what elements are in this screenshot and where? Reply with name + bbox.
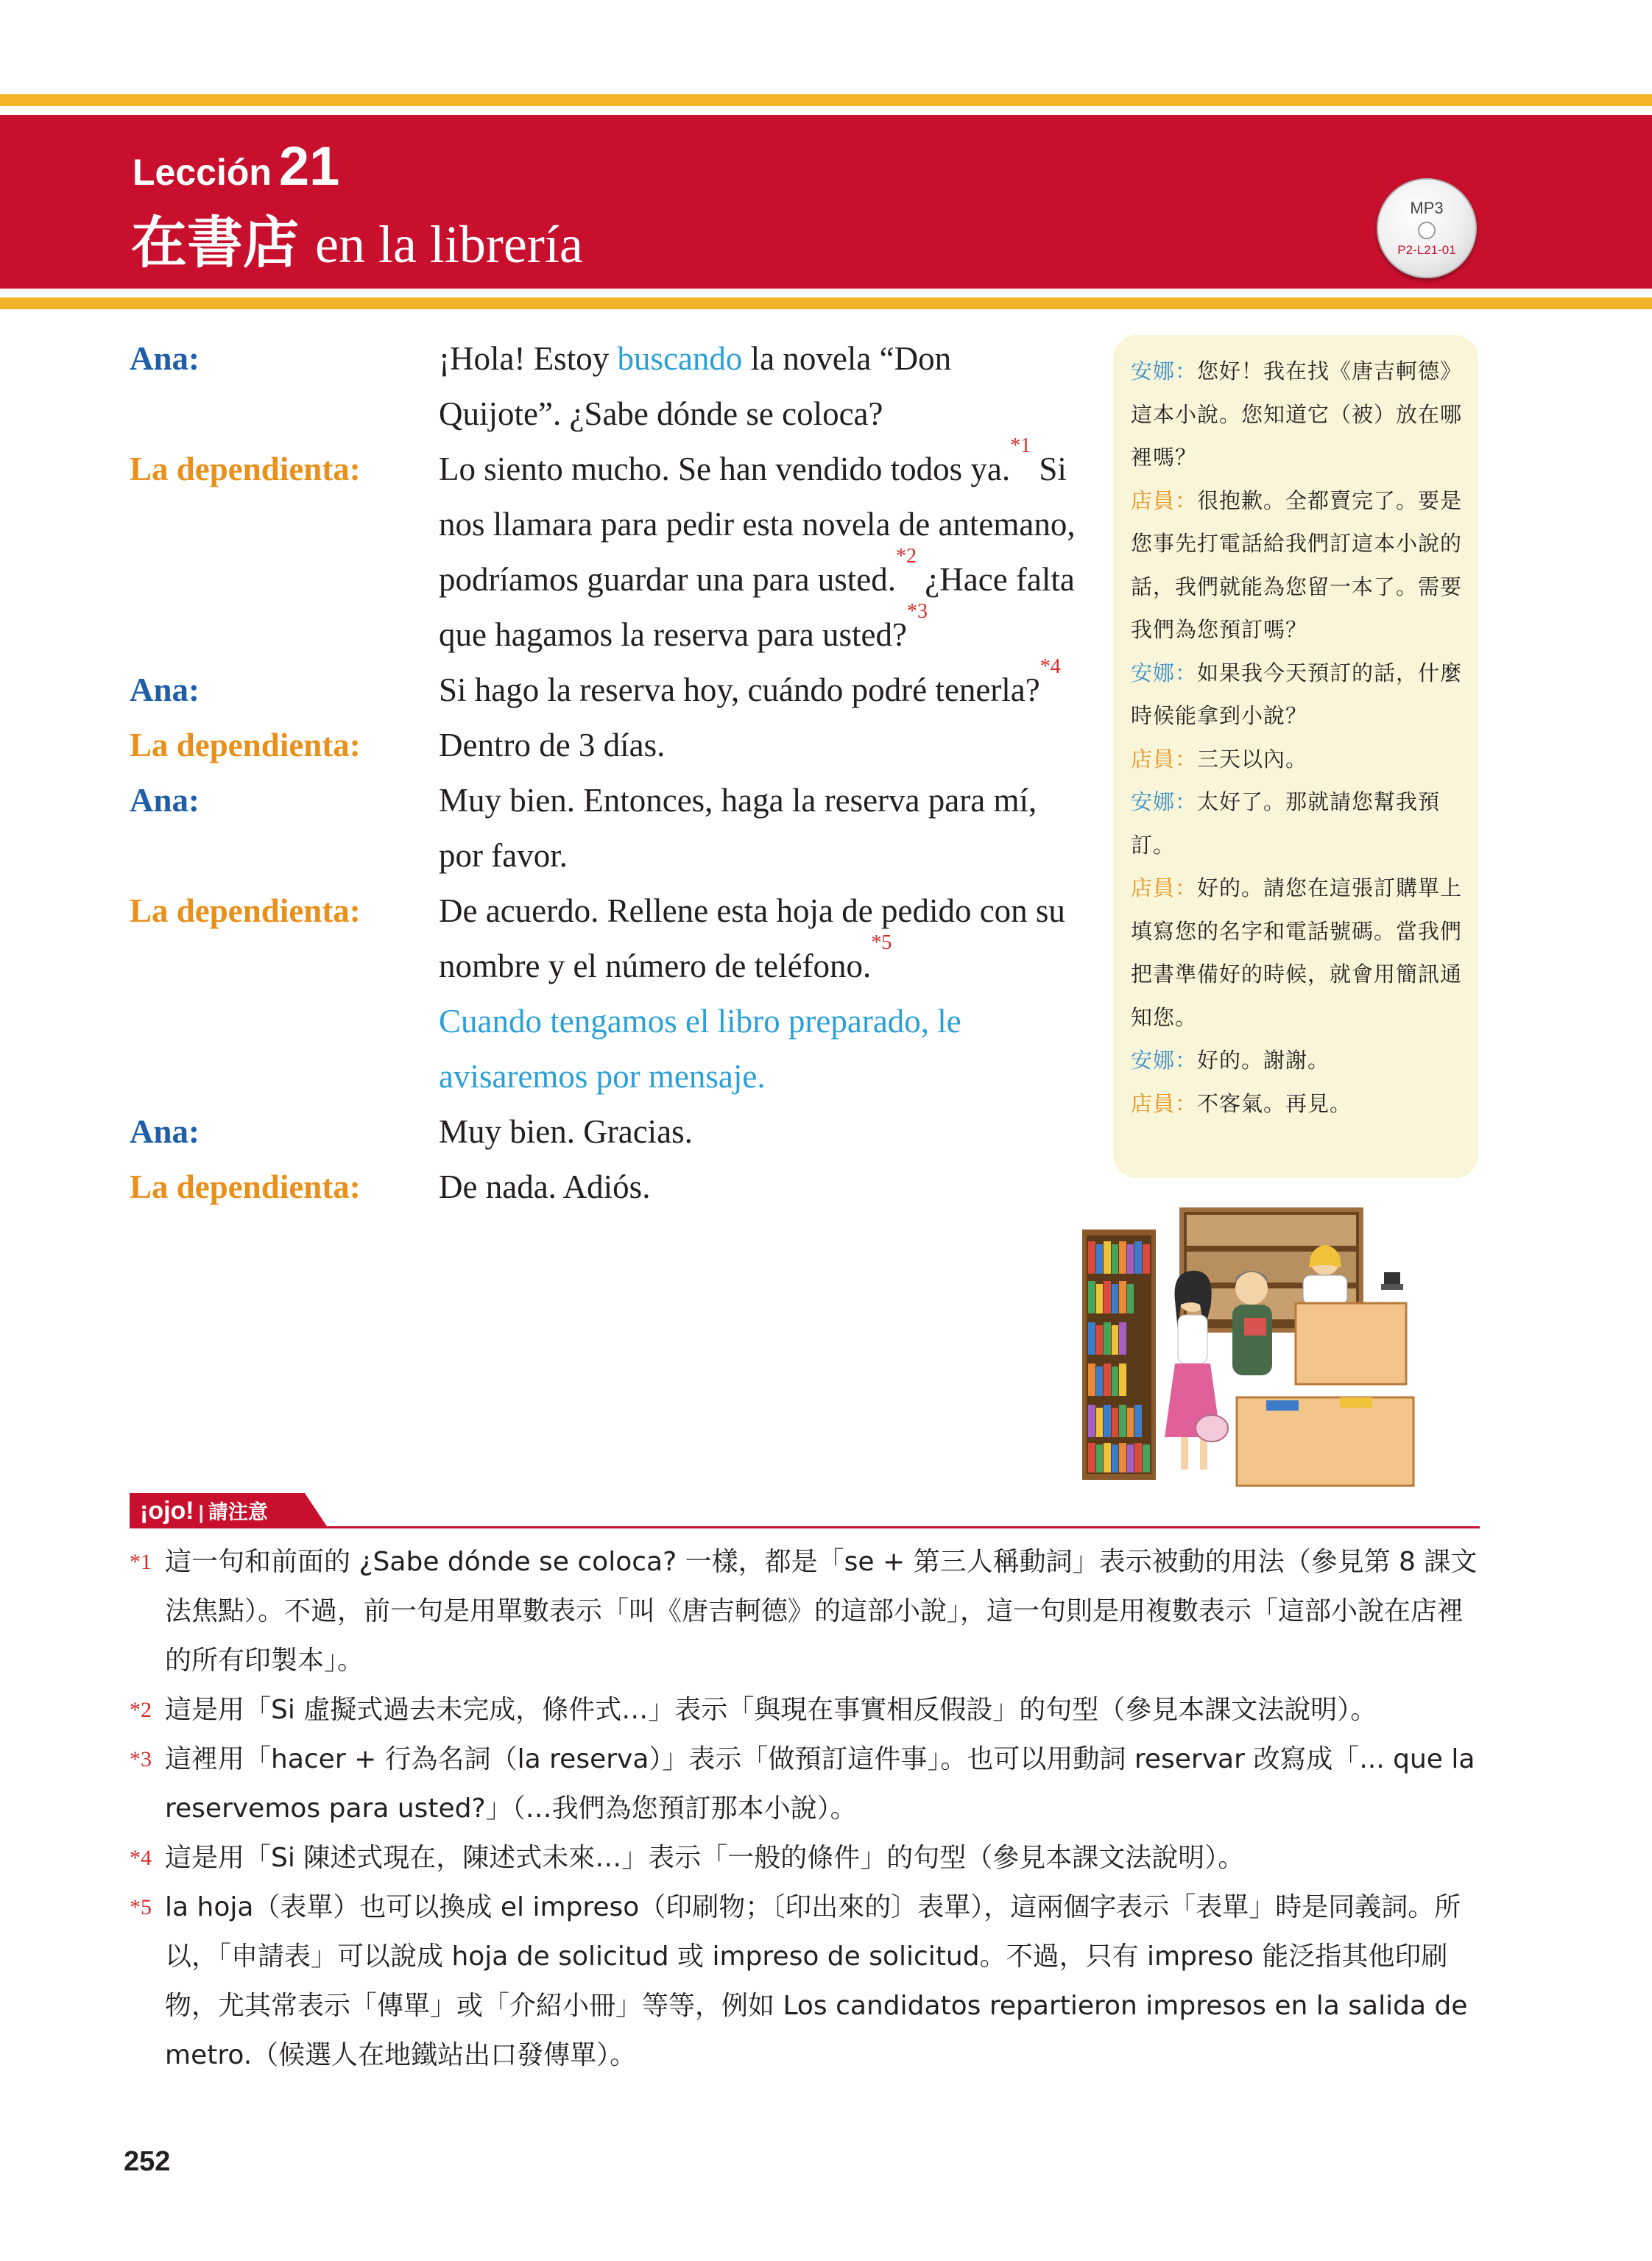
bookshelf-left bbox=[1082, 1230, 1156, 1480]
note-text: 這是用「Si 虛擬式過去未完成，條件式…」表示「與現在事實相反假設」的句型（參見本課文法說明）。 bbox=[165, 1695, 1377, 1725]
speaker-name: La dependienta: bbox=[130, 892, 361, 929]
note-item bbox=[130, 1883, 1484, 2080]
footnote-marker: *1 bbox=[1010, 434, 1031, 457]
translation-line bbox=[1131, 479, 1466, 652]
notes-list bbox=[130, 1537, 1484, 2080]
lesson-title-es: en la librería bbox=[315, 215, 583, 274]
lesson-prefix: Lección bbox=[133, 152, 272, 193]
translation-speaker: 安娜： bbox=[1131, 1048, 1198, 1073]
translation-speaker: 店員： bbox=[1131, 1090, 1198, 1116]
note-marker: *4 bbox=[130, 1846, 152, 1870]
line-text: Si nos llamara para pedir esta novela de antemano, podríamos guardar una para usted. bbox=[439, 451, 1076, 598]
line-text: ¡Hola! Estoy bbox=[439, 340, 618, 377]
translation-speaker: 安娜： bbox=[1131, 359, 1198, 384]
dialogue-line bbox=[439, 718, 1079, 773]
dialogue-turn bbox=[130, 883, 1079, 1104]
footnote-marker: *2 bbox=[896, 545, 917, 568]
dialogue-line bbox=[439, 655, 1079, 718]
dialogue-line bbox=[439, 1160, 1079, 1215]
translation-text: 您好！我在找《唐吉軻德》這本小說。您知道它（被）放在哪裡嗎？ bbox=[1131, 359, 1463, 470]
translation-box bbox=[1113, 335, 1478, 1178]
translation-line bbox=[1131, 780, 1466, 867]
tag-separator: | bbox=[198, 1501, 204, 1523]
speaker-name: Ana: bbox=[130, 671, 200, 708]
man-figure bbox=[1232, 1271, 1272, 1375]
note-section-label: 請注意 bbox=[208, 1501, 268, 1524]
speaker-name: La dependienta: bbox=[130, 727, 361, 763]
translation-line bbox=[1131, 350, 1466, 479]
translation-text: 不客氣。再見。 bbox=[1197, 1090, 1352, 1116]
counter bbox=[1296, 1303, 1406, 1384]
translation-speaker: 安娜： bbox=[1131, 660, 1198, 685]
dialogue-turn bbox=[130, 434, 1079, 663]
lesson-title-zh: 在書店 bbox=[131, 210, 299, 275]
line-text: Muy bien. Entonces, haga la reserva para mí, por favor. bbox=[439, 782, 1037, 874]
note-marker: *3 bbox=[130, 1747, 152, 1771]
note-text: la hoja（表單）也可以換成 el impreso（印刷物；〔印出來的〕表單），這兩個字表示「表單」時是同義詞。所以，「申請表」可以說成 hoja de solicitud 或 impreso de solicitud。不過，只有 impreso 能泛指其他印刷物，尤其常表示「傳單」或「介紹小冊」等等，例如 Los candidatos repartieron impresos en la salida de metro.（候選人在地鐵站出口發傳單）。 bbox=[165, 1892, 1468, 2070]
dialogue-line bbox=[439, 434, 1079, 663]
footnote-marker: *4 bbox=[1039, 655, 1061, 678]
translation-speaker: 店員： bbox=[1131, 487, 1198, 513]
mp3-disc-icon[interactable] bbox=[1377, 178, 1477, 278]
dialogue-turn bbox=[130, 1104, 1079, 1160]
dialogue-line bbox=[439, 773, 1079, 883]
note-item bbox=[130, 1685, 1484, 1735]
dialogue-turn bbox=[130, 331, 1079, 442]
translation-speaker: 安娜： bbox=[1131, 789, 1198, 814]
line-text: Muy bien. Gracias. bbox=[439, 1113, 693, 1150]
translation-text: 好的。請您在這張訂購單上填寫您的名字和電話號碼。當我們把書準備好的時候，就會用簡訊通知您。 bbox=[1131, 875, 1463, 1030]
mp3-label: MP3 bbox=[1410, 199, 1444, 217]
lesson-number: 21 bbox=[278, 135, 340, 197]
translation-text: 太好了。那就請您幫我預訂。 bbox=[1131, 789, 1441, 858]
note-text: 這裡用「hacer + 行為名詞（la reserva）」表示「做預訂這件事」。也可以用動詞 reservar 改寫成「... que la reservemos para usted?」（…我們為您預訂那本小說）。 bbox=[165, 1744, 1475, 1824]
line-text: la novela “Don Quijote”. ¿Sabe dónde se coloca? bbox=[439, 340, 952, 432]
translation-speaker: 店員： bbox=[1131, 746, 1198, 772]
dialogue bbox=[130, 331, 1079, 1215]
line-text: Lo siento mucho. Se han vendido todos ya. bbox=[439, 451, 1011, 487]
table-with-books bbox=[1237, 1397, 1413, 1486]
speaker-name: La dependienta: bbox=[130, 451, 361, 487]
translation-line bbox=[1131, 738, 1466, 781]
translation-line bbox=[1131, 1039, 1466, 1082]
ojo-tag-text bbox=[140, 1493, 268, 1531]
dialogue-line bbox=[439, 1104, 1079, 1160]
dialogue-turn bbox=[130, 718, 1079, 773]
note-text: 這一句和前面的 ¿Sabe dónde se coloca? 一樣，都是「se + 第三人稱動詞」表示被動的用法（參見第 8 課文法焦點）。不過，前一句是用單數表示「叫《唐吉軻德》的這部小說」，這一句則是用複數表示「這部小說在店裡的所有印製本」。 bbox=[165, 1547, 1478, 1676]
note-marker: *2 bbox=[130, 1698, 152, 1722]
dialogue-turn bbox=[130, 655, 1079, 718]
note-text: 這是用「Si 陳述式現在，陳述式未來…」表示「一般的條件」的句型（參見本課文法說明）。 bbox=[165, 1843, 1245, 1873]
lesson-label bbox=[133, 137, 339, 202]
translation-line bbox=[1131, 652, 1466, 738]
translation-text: 很抱歉。全都賣完了。要是您事先打電話給我們訂這本小說的話，我們就能為您留一本了。需要我們為您預訂嗎？ bbox=[1131, 487, 1463, 642]
mp3-track-code: P2-L21-01 bbox=[1397, 243, 1456, 257]
ojo-label: ¡ojo! bbox=[140, 1497, 194, 1525]
translation-text: 好的。謝謝。 bbox=[1197, 1048, 1330, 1073]
translation-text: 如果我今天預訂的話，什麼時候能拿到小說？ bbox=[1131, 660, 1463, 728]
note-marker: *5 bbox=[130, 1895, 152, 1919]
dialogue-line bbox=[439, 883, 1079, 1104]
note-item bbox=[130, 1537, 1484, 1685]
line-text: Si hago la reserva hoy, cuándo podré tenerla? bbox=[439, 671, 1040, 708]
line-text: Dentro de 3 días. bbox=[439, 727, 666, 763]
header-top-stripe bbox=[0, 94, 1652, 106]
line-text: ¿Hace falta que hagamos la reserva para usted? bbox=[439, 561, 1075, 653]
bookstore-illustration bbox=[1082, 1207, 1421, 1487]
translation-speaker: 店員： bbox=[1131, 875, 1198, 900]
note-item bbox=[130, 1735, 1484, 1833]
line-text: De nada. Adiós. bbox=[439, 1168, 651, 1205]
line-text: De acuerdo. Rellene esta hoja de pedido con su nombre y el número de teléfono. bbox=[439, 892, 1065, 984]
dialogue-turn bbox=[130, 1160, 1079, 1215]
page-number: 252 bbox=[124, 2146, 171, 2177]
header-bottom-stripe bbox=[0, 297, 1652, 309]
footnote-marker: *3 bbox=[906, 600, 928, 623]
translation-line bbox=[1131, 1082, 1466, 1126]
speaker-name: Ana: bbox=[130, 782, 200, 819]
lesson-title bbox=[131, 208, 583, 294]
speaker-name: Ana: bbox=[130, 340, 200, 377]
translation-line bbox=[1131, 867, 1466, 1039]
dialogue-turn bbox=[130, 773, 1079, 883]
speaker-name: Ana: bbox=[130, 1113, 200, 1150]
note-marker: *1 bbox=[130, 1550, 152, 1574]
speaker-name: La dependienta: bbox=[130, 1168, 361, 1205]
dialogue-line bbox=[439, 331, 1079, 442]
computer-icon bbox=[1381, 1272, 1403, 1290]
highlighted-word: buscando bbox=[617, 340, 743, 377]
note-item bbox=[130, 1833, 1484, 1883]
highlighted-text: Cuando tengamos el libro preparado, le avisaremos por mensaje. bbox=[439, 1003, 961, 1095]
translation-text: 三天以內。 bbox=[1197, 746, 1308, 772]
footnote-marker: *5 bbox=[871, 931, 892, 954]
disc-hole bbox=[1418, 222, 1436, 239]
notes-divider bbox=[309, 1526, 1480, 1528]
